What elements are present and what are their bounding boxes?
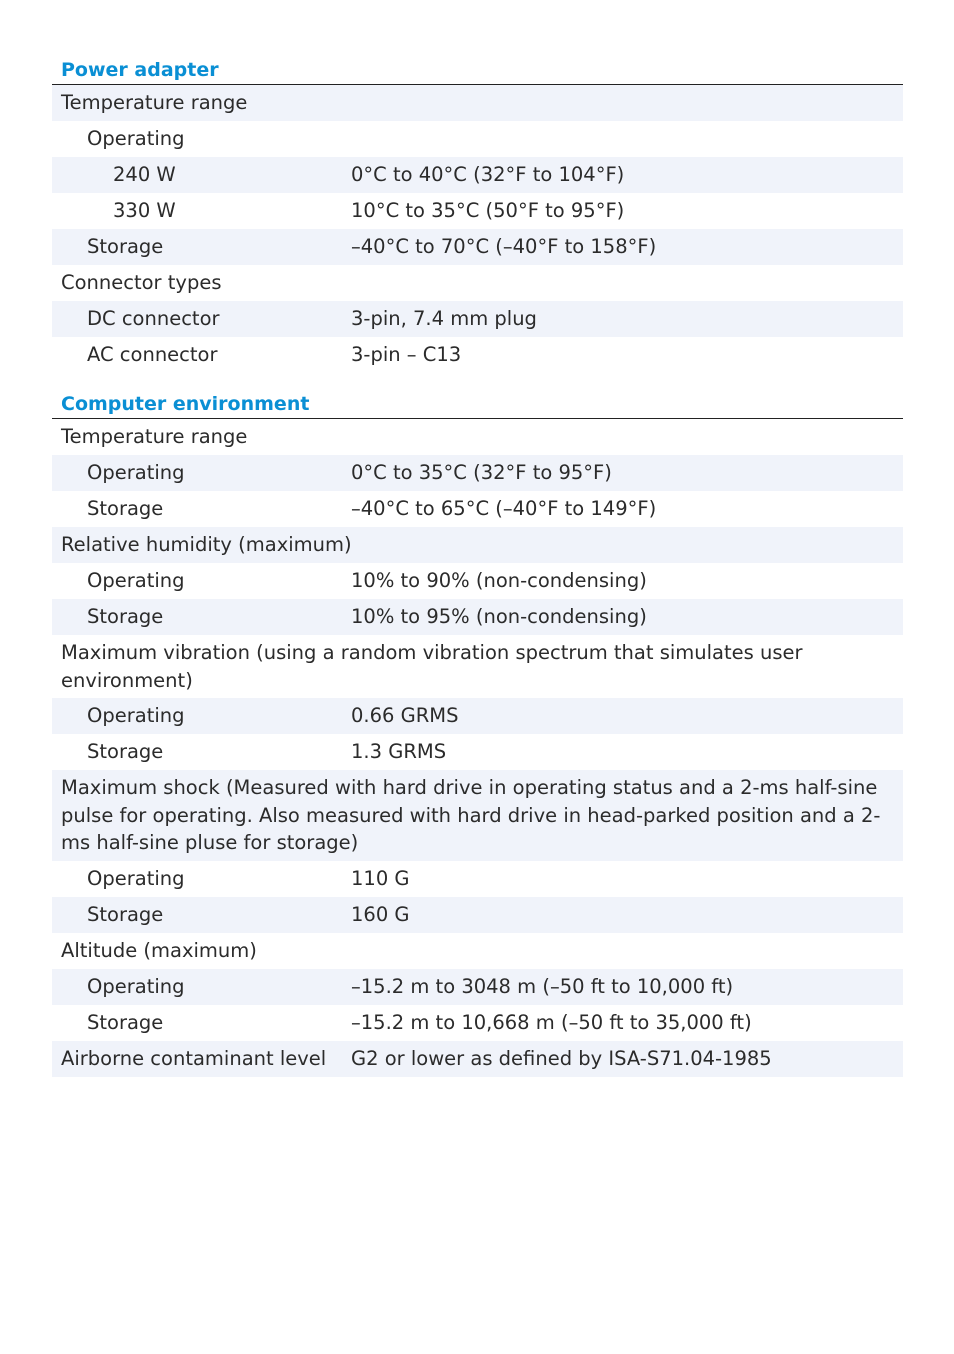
computer-environment-section bbox=[52, 390, 903, 1077]
row-value: 3-pin – C13 bbox=[351, 343, 462, 366]
table-row bbox=[52, 698, 903, 734]
table-row bbox=[52, 1005, 903, 1041]
row-value: 1.3 GRMS bbox=[351, 740, 447, 763]
row-label: DC connector bbox=[87, 307, 220, 330]
row-label: Relative humidity (maximum) bbox=[61, 533, 352, 556]
row-label: Temperature range bbox=[61, 425, 248, 448]
table-row bbox=[52, 933, 903, 969]
row-value: G2 or lower as defined by ISA-S71.04-1985 bbox=[351, 1046, 772, 1070]
section-title-power-adapter: Power adapter bbox=[52, 56, 903, 85]
row-value: 10% to 90% (non-condensing) bbox=[351, 569, 647, 592]
section-title-computer-environment: Computer environment bbox=[52, 390, 903, 419]
table-row bbox=[52, 770, 903, 861]
table-row bbox=[52, 301, 903, 337]
row-label: Operating bbox=[87, 974, 185, 998]
row-label: Operating bbox=[87, 866, 185, 890]
table-row bbox=[52, 734, 903, 770]
table-row bbox=[52, 1041, 903, 1077]
row-value: 110 G bbox=[351, 866, 410, 890]
row-value: –40°C to 70°C (–40°F to 158°F) bbox=[351, 235, 657, 258]
row-value: –15.2 m to 3048 m (–50 ft to 10,000 ft) bbox=[351, 974, 734, 998]
row-label: Operating bbox=[87, 127, 185, 150]
row-label: Storage bbox=[87, 605, 164, 628]
row-value: –40°C to 65°C (–40°F to 149°F) bbox=[351, 497, 657, 520]
table-row bbox=[52, 861, 903, 897]
row-label: Operating bbox=[87, 704, 185, 727]
row-label: Airborne contaminant level bbox=[61, 1046, 327, 1070]
table-row bbox=[52, 337, 903, 373]
row-label: Storage bbox=[87, 497, 164, 520]
table-row bbox=[52, 265, 903, 301]
row-label: Operating bbox=[87, 569, 185, 592]
table-row bbox=[52, 563, 903, 599]
row-label: Altitude (maximum) bbox=[61, 938, 257, 962]
computer-environment-table bbox=[52, 419, 903, 1077]
row-label: Storage bbox=[87, 902, 164, 926]
row-label: AC connector bbox=[87, 343, 218, 366]
table-row bbox=[52, 157, 903, 193]
row-label: Operating bbox=[87, 461, 185, 484]
table-row bbox=[52, 599, 903, 635]
row-label: 240 W bbox=[113, 163, 176, 186]
table-row bbox=[52, 121, 903, 157]
table-row bbox=[52, 229, 903, 265]
table-row bbox=[52, 635, 903, 698]
table-row bbox=[52, 455, 903, 491]
row-value: –15.2 m to 10,668 m (–50 ft to 35,000 ft) bbox=[351, 1010, 752, 1034]
row-label: Storage bbox=[87, 1010, 164, 1034]
table-row bbox=[52, 419, 903, 455]
spec-page bbox=[52, 56, 903, 1077]
table-row bbox=[52, 85, 903, 121]
row-label: Temperature range bbox=[61, 91, 248, 114]
row-value: 0°C to 40°C (32°F to 104°F) bbox=[351, 163, 625, 186]
row-value: 0.66 GRMS bbox=[351, 704, 459, 727]
table-row bbox=[52, 527, 903, 563]
row-label: Maximum shock (Measured with hard drive in operating status and a 2-ms half-sine pulse for operating. Also measured with hard drive in head-parked position and a 2-ms half-sine pluse for storage) bbox=[61, 776, 881, 854]
table-row bbox=[52, 969, 903, 1005]
row-label: Storage bbox=[87, 235, 164, 258]
row-label: Maximum vibration (using a random vibration spectrum that simulates user environment) bbox=[61, 641, 803, 692]
row-label: Connector types bbox=[61, 271, 222, 294]
table-row bbox=[52, 193, 903, 229]
row-value: 160 G bbox=[351, 902, 410, 926]
row-value: 3-pin, 7.4 mm plug bbox=[351, 307, 537, 330]
row-value: 10°C to 35°C (50°F to 95°F) bbox=[351, 199, 625, 222]
row-value: 10% to 95% (non-condensing) bbox=[351, 605, 647, 628]
row-label: Storage bbox=[87, 740, 164, 763]
table-row bbox=[52, 491, 903, 527]
table-row bbox=[52, 897, 903, 933]
row-value: 0°C to 35°C (32°F to 95°F) bbox=[351, 461, 612, 484]
power-adapter-table bbox=[52, 85, 903, 373]
row-label: 330 W bbox=[113, 199, 176, 222]
power-adapter-section bbox=[52, 56, 903, 373]
